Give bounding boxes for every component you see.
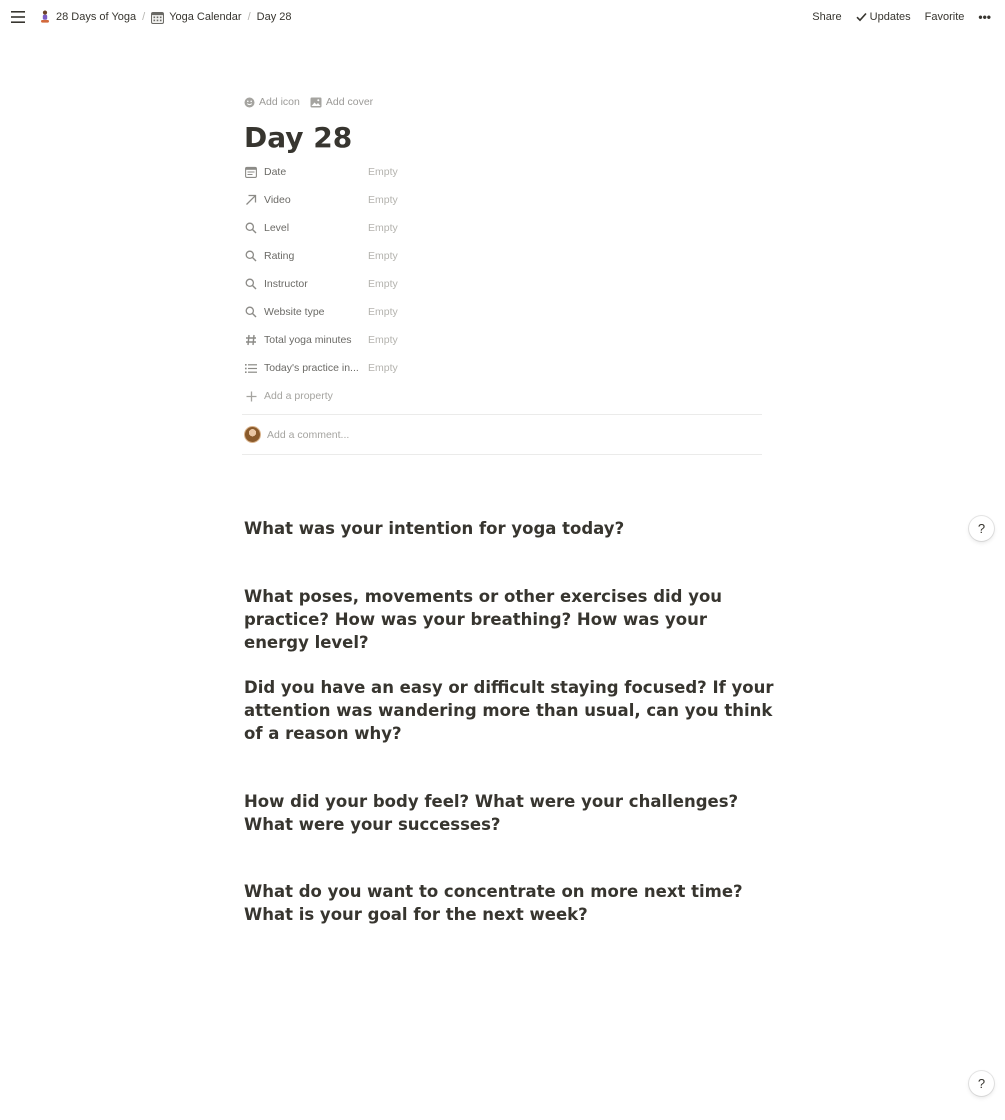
updates-button[interactable]	[850, 8, 917, 26]
person-yoga-icon	[39, 10, 51, 24]
arrow-up-right-icon	[244, 194, 258, 206]
breadcrumb-separator: /	[142, 11, 146, 23]
comment-placeholder: Add a comment...	[267, 428, 350, 441]
add-cover-label: Add cover	[325, 96, 374, 108]
breadcrumb-separator: /	[247, 11, 251, 23]
breadcrumb-item-28-days-of-yoga[interactable]	[36, 8, 139, 26]
property-label: Rating	[264, 250, 295, 262]
favorite-label: Favorite	[924, 11, 965, 23]
sidebar-toggle-button[interactable]	[8, 7, 28, 27]
prompt-heading[interactable]: How did your body feel? What were your challenges? What were your successes?	[244, 792, 739, 834]
smiley-icon	[244, 97, 255, 108]
property-row-date[interactable]	[244, 158, 764, 186]
image-icon	[310, 97, 322, 108]
breadcrumb-label: Day 28	[256, 11, 292, 23]
breadcrumb-item-day-28[interactable]	[254, 9, 295, 25]
top-bar	[0, 0, 1005, 34]
search-icon	[244, 222, 258, 234]
avatar	[244, 426, 261, 443]
help-button[interactable]: ?	[969, 1071, 994, 1096]
favorite-button[interactable]	[919, 8, 971, 26]
property-value[interactable]: Empty	[368, 362, 398, 374]
hash-icon	[244, 334, 258, 346]
property-name[interactable]	[244, 194, 368, 206]
prompt-heading[interactable]: Did you have an easy or difficult staying focused? If your attention was wandering more than usual, can you think of a reason why?	[244, 678, 774, 743]
search-icon	[244, 278, 258, 290]
updates-label: Updates	[869, 11, 911, 23]
more-options-button[interactable]	[972, 7, 997, 27]
breadcrumb	[36, 0, 295, 34]
property-name[interactable]	[244, 278, 368, 290]
property-name[interactable]	[244, 166, 368, 178]
property-value[interactable]: Empty	[368, 250, 398, 262]
property-value[interactable]: Empty	[368, 222, 398, 234]
page-content	[244, 92, 764, 455]
comment-input[interactable]	[244, 415, 764, 454]
property-name[interactable]	[244, 306, 368, 318]
prompt-heading[interactable]: What do you want to concentrate on more next time? What is your goal for the next week?	[244, 882, 743, 924]
breadcrumb-label: Yoga Calendar	[169, 11, 242, 23]
property-name[interactable]	[244, 250, 368, 262]
add-cover-button[interactable]	[310, 96, 373, 108]
page-title[interactable]: Day 28	[244, 121, 353, 154]
property-row-level[interactable]	[244, 214, 764, 242]
property-label: Today's practice in...	[264, 362, 359, 374]
calendar-icon	[244, 166, 258, 178]
add-property-label: Add a property	[264, 390, 333, 402]
plus-icon	[244, 391, 258, 402]
property-label: Video	[264, 194, 291, 206]
checkmark-icon	[856, 12, 867, 22]
property-name[interactable]	[244, 334, 368, 346]
share-label: Share	[812, 11, 842, 23]
add-icon-label: Add icon	[259, 96, 300, 108]
property-name[interactable]	[244, 362, 368, 374]
topbar-actions	[806, 0, 997, 34]
prompt-heading[interactable]: What poses, movements or other exercises did you practice? How was your breathing? How was your energy level?	[244, 587, 723, 652]
add-property-button[interactable]	[244, 382, 764, 410]
calendar-icon	[151, 11, 164, 24]
property-label: Level	[264, 222, 290, 234]
search-icon	[244, 306, 258, 318]
property-row-todays-practice[interactable]	[244, 354, 764, 382]
property-value[interactable]: Empty	[368, 334, 398, 346]
property-row-total-yoga-minutes[interactable]	[244, 326, 764, 354]
property-value[interactable]: Empty	[368, 194, 398, 206]
property-label: Instructor	[264, 278, 308, 290]
property-row-video[interactable]	[244, 186, 764, 214]
search-icon	[244, 250, 258, 262]
share-button[interactable]	[806, 8, 847, 26]
property-label: Date	[264, 166, 287, 178]
add-icon-button[interactable]	[244, 96, 300, 108]
list-icon	[244, 363, 258, 374]
property-name[interactable]	[244, 222, 368, 234]
property-row-instructor[interactable]	[244, 270, 764, 298]
divider	[242, 454, 762, 455]
property-label: Website type	[264, 306, 325, 318]
property-row-website-type[interactable]	[244, 298, 764, 326]
page-controls	[244, 92, 764, 112]
hamburger-menu-icon	[11, 11, 25, 23]
property-value[interactable]: Empty	[368, 306, 398, 318]
property-value[interactable]: Empty	[368, 166, 398, 178]
add-property-content	[244, 390, 333, 402]
help-button[interactable]: ?	[969, 516, 994, 541]
property-label: Total yoga minutes	[264, 334, 352, 346]
prompt-heading[interactable]: What was your intention for yoga today?	[244, 519, 625, 538]
properties-list	[244, 158, 764, 410]
property-value[interactable]: Empty	[368, 278, 398, 290]
more-icon: •••	[978, 10, 991, 24]
property-row-rating[interactable]	[244, 242, 764, 270]
breadcrumb-label: 28 Days of Yoga	[56, 11, 137, 23]
breadcrumb-item-yoga-calendar[interactable]	[148, 9, 244, 26]
